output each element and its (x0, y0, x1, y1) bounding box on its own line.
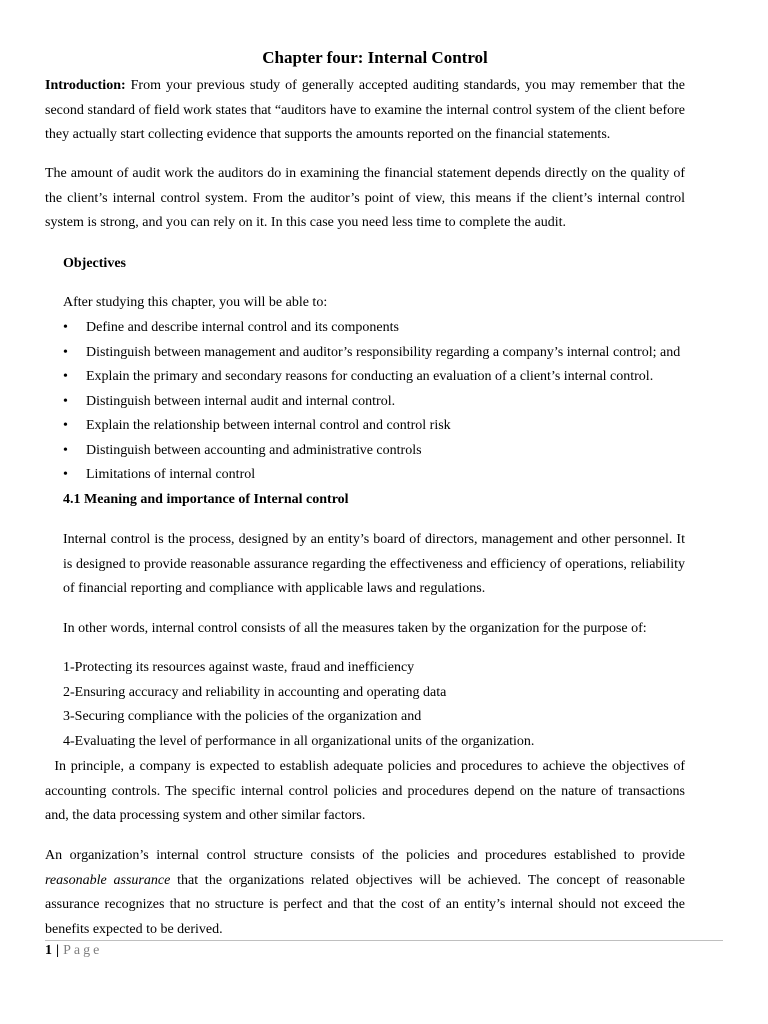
structure-text-part2: that the organizations related objectives will be achieved. The concept of reasonable assurance recognizes that no structure is perfect and that the cost of an entity’s internal should not exceed the benefits expected to be derived. (45, 872, 686, 937)
footer-separator: | (56, 943, 60, 958)
introduction-label: Introduction: (45, 78, 126, 93)
page-number: 1 (45, 943, 52, 958)
objectives-heading: Objectives (63, 256, 126, 271)
introduction-text: From your previous study of generally accepted auditing standards, you may remember that the second standard of field work states that “auditors have to examine the internal control system of the client before they actually start collecting evidence that supports the amounts reported on the financial statements. (45, 78, 685, 142)
list-item: 1-Protecting its resources against waste, fraud and inefficiency (63, 660, 415, 675)
section-4-1-heading: 4.1 Meaning and importance of Internal control (63, 492, 349, 507)
list-item (63, 465, 680, 490)
bullet-icon: • (63, 418, 68, 433)
list-item-text: Explain the relationship between internal control and control risk (86, 418, 451, 433)
list-item-text: Distinguish between management and auditor’s responsibility regarding a company’s internal control; and (86, 344, 681, 360)
bullet-icon: • (63, 369, 68, 384)
bullet-icon: • (63, 467, 68, 482)
other-words-paragraph: In other words, internal control consists of all the measures taken by the organization for the purpose of: (63, 621, 647, 636)
list-item: 3-Securing compliance with the policies of the organization and (63, 709, 422, 724)
list-item: 2-Ensuring accuracy and reliability in accounting and operating data (63, 684, 447, 700)
list-item (63, 392, 680, 417)
list-item (63, 416, 680, 441)
bullet-icon: • (63, 344, 68, 360)
list-item-text: Define and describe internal control and its components (86, 320, 399, 335)
purposes-list (63, 658, 534, 756)
structure-emphasis: reasonable assurance (45, 872, 171, 888)
principle-paragraph: In principle, a company is expected to establish adequate policies and procedures to achieve the objectives of accounting controls. The specific internal control policies and procedures depend on the nature of transactions and, the data processing system and other similar factors. (45, 759, 689, 823)
list-item (63, 343, 680, 368)
bullet-icon: • (63, 393, 68, 409)
list-item (63, 441, 680, 466)
bullet-icon: • (63, 442, 68, 458)
list-item-text: Distinguish between internal audit and internal control. (86, 393, 396, 409)
definition-paragraph: Internal control is the process, designed by an entity’s board of directors, management and other personnel. It is designed to provide reasonable assurance regarding the effectiveness and efficiency of operations, reliability of financial reporting and compliance with applicable laws and regulations. (63, 532, 685, 596)
page-footer (45, 942, 102, 960)
structure-text-part1: An organization’s internal control structure consists of the policies and procedures established to provide (45, 848, 685, 863)
introduction-paragraph (45, 74, 685, 148)
objectives-lead: After studying this chapter, you will be able to: (63, 295, 328, 310)
objectives-list (63, 318, 680, 490)
list-item (63, 367, 680, 392)
audit-work-paragraph: The amount of audit work the auditors do in examining the financial statement depends directly on the quality of the client’s internal control system. From the auditor’s point of view, this means if the client’s internal control system is strong, and you can rely on it. In this case you need less time to complete the audit. (45, 166, 685, 230)
bullet-icon: • (63, 320, 68, 335)
list-item: 4-Evaluating the level of performance in all organizational units of the organization. (63, 733, 535, 749)
page-label: Page (63, 943, 103, 958)
structure-paragraph (45, 844, 685, 942)
list-item-text: Distinguish between accounting and administrative controls (86, 442, 422, 458)
footer-divider (45, 940, 723, 941)
chapter-title: Chapter four: Internal Control (262, 48, 488, 67)
list-item (63, 318, 680, 343)
list-item-text: Explain the primary and secondary reasons for conducting an evaluation of a client’s internal control. (86, 369, 654, 384)
list-item-text: Limitations of internal control (86, 467, 256, 482)
